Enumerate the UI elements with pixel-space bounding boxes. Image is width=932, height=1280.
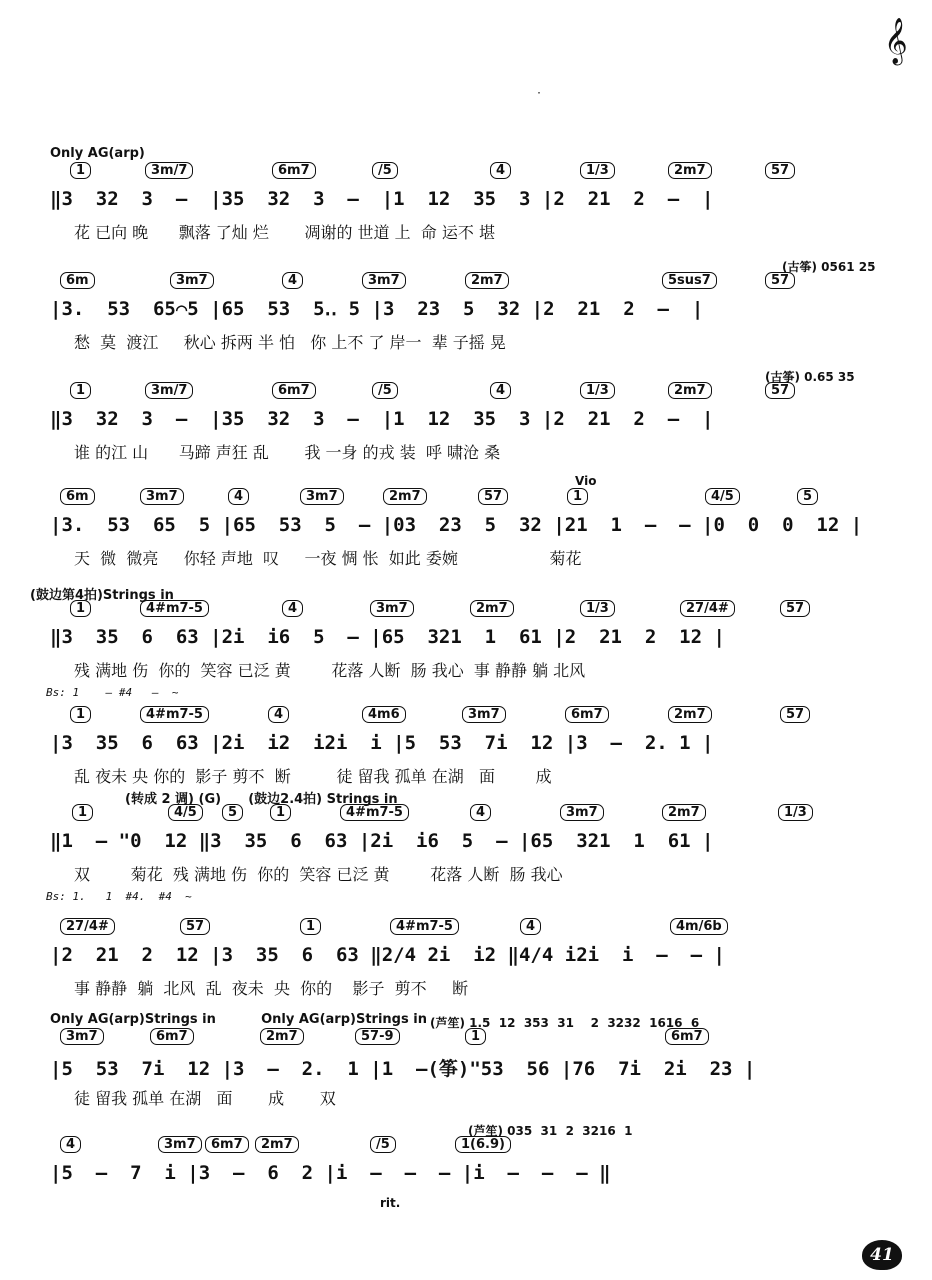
chord-symbol: /5 bbox=[370, 1136, 396, 1153]
chord-symbol: 4 bbox=[228, 488, 249, 505]
ornament-note: (古筝) 0.65 35 bbox=[765, 370, 855, 384]
notation-line: ‖3 35 6 63 |2i i6 5 – |65 321 1 61 |2 21 2 12 | bbox=[50, 626, 725, 648]
tempo-marking: rit. bbox=[380, 1196, 401, 1210]
chord-symbol: 57 bbox=[780, 600, 810, 617]
chord-symbol: 4 bbox=[60, 1136, 81, 1153]
chord-symbol: 2m7 bbox=[470, 600, 514, 617]
chord-symbol: 3m7 bbox=[362, 272, 406, 289]
notation-line: |3. 53 65⌒5 |65 53 5‥ 5 |3 23 5 32 |2 21 2 – | bbox=[50, 298, 704, 320]
lyric-line: 花 已向 晚 飘落 了灿 烂 凋谢的 世道 上 命 运不 堪 bbox=[74, 223, 495, 242]
notation-line: |5 – 7 i |3 – 6 2 |i – – – |i – – – ‖ bbox=[50, 1162, 611, 1184]
bass-line: Bs: 1. 1 #4. #4 ~ bbox=[46, 890, 192, 903]
instrument-label: (转成 2 调) (G) (鼓边2.4拍) Strings in bbox=[125, 792, 398, 807]
chord-symbol: 1 bbox=[70, 706, 91, 723]
page-number: 41 bbox=[862, 1240, 902, 1270]
chord-symbol: 3m/7 bbox=[145, 162, 193, 179]
chord-symbol: 6m7 bbox=[150, 1028, 194, 1045]
chord-symbol: 1/3 bbox=[580, 162, 615, 179]
chord-symbol: 57 bbox=[765, 382, 795, 399]
chord-symbol: 1 bbox=[70, 162, 91, 179]
ornament-note: (古筝) 0561 25 bbox=[782, 260, 876, 274]
chord-symbol: 3m7 bbox=[140, 488, 184, 505]
chord-symbol: 2m7 bbox=[260, 1028, 304, 1045]
lyric-line: 天 微 微亮 你轻 声地 叹 一夜 惆 怅 如此 委婉 菊花 bbox=[74, 549, 582, 568]
chord-symbol: 4/5 bbox=[705, 488, 740, 505]
instrument-label: Only AG(arp) bbox=[50, 146, 145, 161]
chord-symbol: 3m7 bbox=[560, 804, 604, 821]
chord-symbol: 1/3 bbox=[580, 600, 615, 617]
chord-symbol: 6m7 bbox=[205, 1136, 249, 1153]
chord-symbol: 4 bbox=[470, 804, 491, 821]
chord-symbol: 1 bbox=[567, 488, 588, 505]
chord-symbol: 2m7 bbox=[255, 1136, 299, 1153]
chord-symbol: 1(6.9) bbox=[455, 1136, 511, 1153]
chord-symbol: 4 bbox=[520, 918, 541, 935]
chord-symbol: 3m7 bbox=[170, 272, 214, 289]
chord-symbol: 1 bbox=[270, 804, 291, 821]
ornament-note: Vio bbox=[575, 474, 597, 488]
chord-symbol: 5 bbox=[222, 804, 243, 821]
chord-symbol: 2m7 bbox=[465, 272, 509, 289]
chord-symbol: 6m7 bbox=[565, 706, 609, 723]
chord-symbol: 1 bbox=[300, 918, 321, 935]
chord-symbol: 6m7 bbox=[272, 382, 316, 399]
chord-symbol: 57 bbox=[765, 162, 795, 179]
chord-symbol: 2m7 bbox=[668, 162, 712, 179]
chord-symbol: 4 bbox=[268, 706, 289, 723]
chord-symbol: 2m7 bbox=[383, 488, 427, 505]
chord-symbol: 57 bbox=[765, 272, 795, 289]
chord-symbol: 3m7 bbox=[158, 1136, 202, 1153]
chord-symbol: 57 bbox=[780, 706, 810, 723]
notation-line: |2 21 2 12 |3 35 6 63 ‖2/4 2i i2 ‖4/4 i2i i – – | bbox=[50, 944, 725, 966]
notation-line: |3. 53 65 5 |65 53 5 – |03 23 5 32 |21 1 – – |0 0 0 12 | bbox=[50, 514, 863, 536]
notation-line: |3 35 6 63 |2i i2 i2i i |5 53 7i 12 |3 – 2. 1 | bbox=[50, 732, 714, 754]
chord-symbol: 4m/6b bbox=[670, 918, 728, 935]
instrument-label: Only AG(arp)Strings in Only AG(arp)Strings in bbox=[50, 1012, 427, 1027]
lyric-line: 双 菊花 残 满地 伤 你的 笑容 已泛 黄 花落 人断 肠 我心 bbox=[74, 865, 563, 884]
lyric-line: 事 静静 躺 北风 乱 夜未 央 你的 影子 剪不 断 bbox=[74, 979, 469, 998]
chord-symbol: 4#m7-5 bbox=[140, 600, 209, 617]
chord-symbol: 2m7 bbox=[662, 804, 706, 821]
bass-line: Bs: 1 – #4 – ~ bbox=[46, 686, 179, 699]
chord-symbol: 6m bbox=[60, 272, 95, 289]
treble-clef-icon: 𝄞 bbox=[884, 18, 908, 64]
chord-symbol: 6m7 bbox=[272, 162, 316, 179]
lyric-line: 徒 留我 孤单 在湖 面 成 双 bbox=[74, 1089, 336, 1108]
chord-symbol: 4#m7-5 bbox=[340, 804, 409, 821]
notation-line: ‖1 – "0 12 ‖3 35 6 63 |2i i6 5 – |65 321 1 61 | bbox=[50, 830, 714, 852]
ornament-note: (芦笙) 035 31 2 3216 1 bbox=[468, 1124, 633, 1138]
chord-symbol: 4#m7-5 bbox=[140, 706, 209, 723]
chord-symbol: 1 bbox=[70, 382, 91, 399]
notation-line: ‖3 32 3 – |35 32 3 – |1 12 35 3 |2 21 2 – | bbox=[50, 188, 714, 210]
chord-symbol: 27/4# bbox=[680, 600, 735, 617]
chord-symbol: 6m7 bbox=[665, 1028, 709, 1045]
chord-symbol: 6m bbox=[60, 488, 95, 505]
chord-symbol: 1 bbox=[70, 600, 91, 617]
chord-symbol: 5sus7 bbox=[662, 272, 717, 289]
chord-symbol: 3m7 bbox=[370, 600, 414, 617]
chord-symbol: 4/5 bbox=[168, 804, 203, 821]
chord-symbol: 57 bbox=[478, 488, 508, 505]
lyric-line: 愁 莫 渡江 秋心 拆两 半 怕 你 上不 了 岸一 辈 子摇 晃 bbox=[74, 333, 506, 352]
chord-symbol: 57-9 bbox=[355, 1028, 400, 1045]
chord-symbol: 57 bbox=[180, 918, 210, 935]
chord-symbol: 1 bbox=[72, 804, 93, 821]
chord-symbol: 1/3 bbox=[778, 804, 813, 821]
chord-symbol: 27/4# bbox=[60, 918, 115, 935]
chord-symbol: 3m7 bbox=[60, 1028, 104, 1045]
chord-symbol: 2m7 bbox=[668, 706, 712, 723]
chord-symbol: 5 bbox=[797, 488, 818, 505]
stray-dot: · bbox=[536, 88, 543, 99]
lyric-line: 乱 夜未 央 你的 影子 剪不 断 徒 留我 孤单 在湖 面 成 bbox=[74, 767, 552, 786]
chord-symbol: 4#m7-5 bbox=[390, 918, 459, 935]
chord-symbol: 3m7 bbox=[300, 488, 344, 505]
chord-symbol: 4 bbox=[490, 382, 511, 399]
chord-symbol: 4 bbox=[282, 272, 303, 289]
ornament-note: (芦笙) 1.5 12 353 31 2 3232 1616 6 bbox=[430, 1016, 700, 1030]
chord-symbol: 2m7 bbox=[668, 382, 712, 399]
lyric-line: 残 满地 伤 你的 笑容 已泛 黄 花落 人断 肠 我心 事 静静 躺 北风 bbox=[74, 661, 586, 680]
instrument-label: (鼓边第4拍)Strings in bbox=[30, 588, 174, 603]
chord-symbol: 3m7 bbox=[462, 706, 506, 723]
chord-symbol: 1 bbox=[465, 1028, 486, 1045]
chord-symbol: 4 bbox=[490, 162, 511, 179]
chord-symbol: 4m6 bbox=[362, 706, 406, 723]
lyric-line: 谁 的江 山 马蹄 声狂 乱 我 一身 的戎 装 呼 啸沧 桑 bbox=[74, 443, 501, 462]
chord-symbol: 4 bbox=[282, 600, 303, 617]
chord-symbol: /5 bbox=[372, 162, 398, 179]
chord-symbol: 1/3 bbox=[580, 382, 615, 399]
notation-line: ‖3 32 3 – |35 32 3 – |1 12 35 3 |2 21 2 – | bbox=[50, 408, 714, 430]
chord-symbol: 3m/7 bbox=[145, 382, 193, 399]
chord-symbol: /5 bbox=[372, 382, 398, 399]
notation-line: |5 53 7i 12 |3 – 2. 1 |1 –(筝)"53 56 |76 7i 2i 23 | bbox=[50, 1058, 756, 1080]
